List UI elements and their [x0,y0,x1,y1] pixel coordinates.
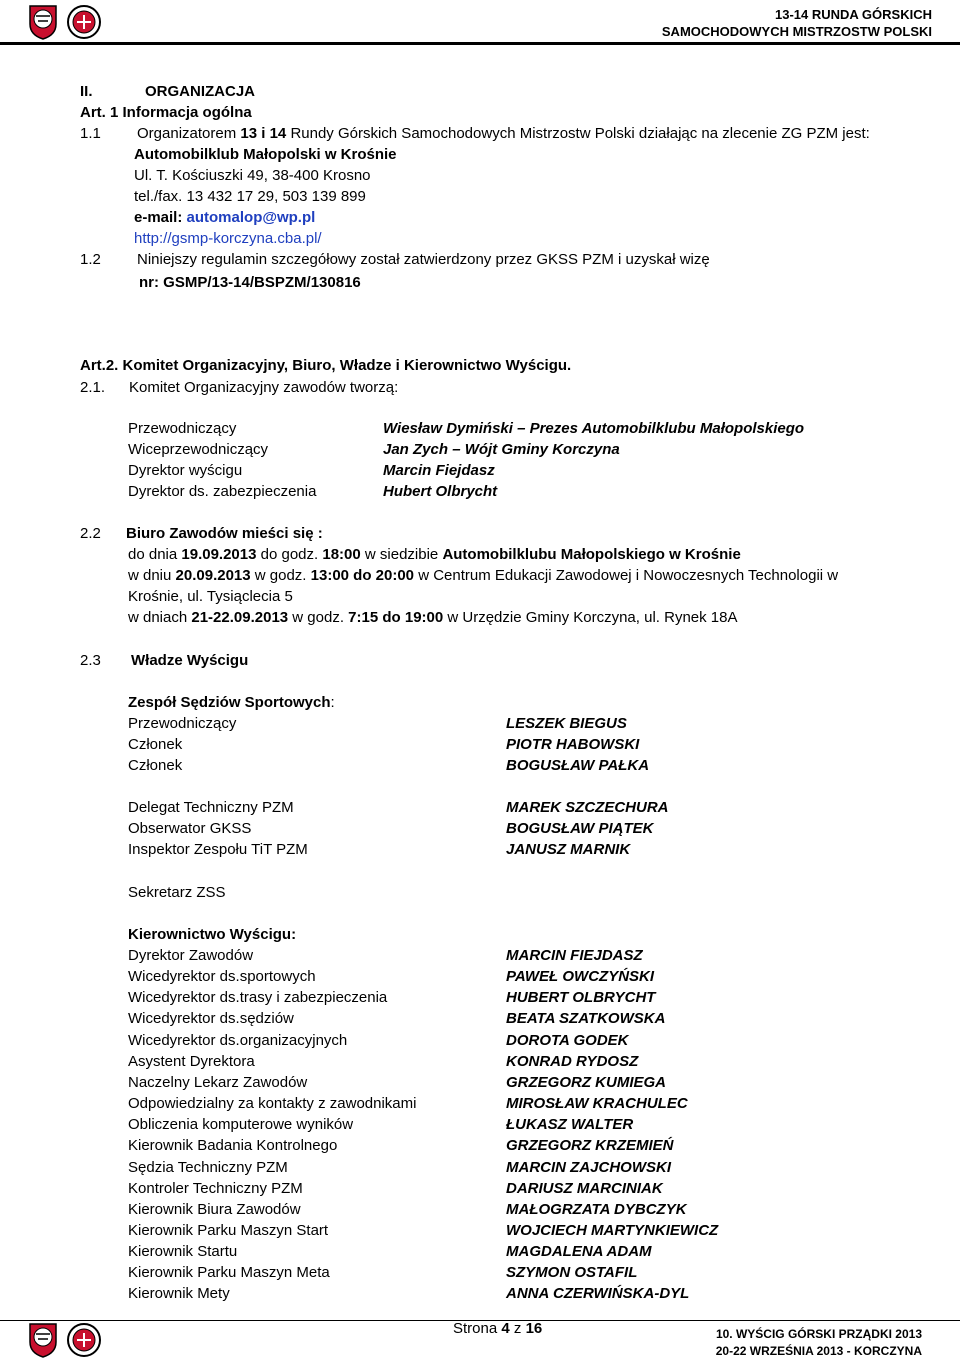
org-name: Automobilklub Małopolski w Krośnie [134,146,397,163]
office-text: w godz. [288,609,349,626]
office-text: w godz. [250,567,311,584]
zss-role: Członek [128,736,183,753]
p23-number: 2.3 [80,652,101,669]
zss-role: Przewodniczący [128,715,237,732]
kw-name: SZYMON OSTAFIL [506,1264,638,1281]
office-text: do godz. [256,546,323,563]
zss-title: Zespół Sędziów Sportowych [128,694,331,711]
office-text: w dniach [128,609,192,626]
org-phone: tel./fax. 13 432 17 29, 503 139 899 [134,188,366,205]
committee-name: Wiesław Dymiński – Prezes Automobilklubu Małopolskiego [383,420,805,437]
kw-name: DARIUSZ MARCINIAK [506,1180,663,1197]
kw-role: Odpowiedzialny za kontakty z zawodnikami [128,1095,417,1112]
official-role: Inspektor Zespołu TiT PZM [128,841,308,858]
office-text: do dnia [128,546,182,563]
kw-name: MAŁOGRZATA DYBCZYK [506,1201,687,1218]
page-total: 16 [525,1320,543,1337]
zss-colon: : [330,694,335,711]
zss-name: BOGUSŁAW PAŁKA [506,757,650,774]
visa-number: nr: GSMP/13-14/BSPZM/130816 [139,274,361,291]
kw-role: Wicedyrektor ds.sportowych [128,968,316,985]
footer-event-line1: 10. WYŚCIG GÓRSKI PRZĄDKI 2013 [715,1327,922,1341]
office-date: 21-22.09.2013 [191,609,289,626]
art2-heading: Art.2. Komitet Organizacyjny, Biuro, Władze i Kierownictwo Wyścigu. [80,357,572,374]
kw-role: Dyrektor Zawodów [128,947,254,964]
p23-text: Władze Wyścigu [131,652,249,669]
p11-text [137,123,870,144]
office-text: w dniu [128,567,176,584]
official-role: Obserwator GKSS [128,820,252,837]
p21-number: 2.1. [80,379,106,396]
kw-role: Naczelny Lekarz Zawodów [128,1074,308,1091]
page-sep: z [509,1320,526,1337]
kw-role: Sędzia Techniczny PZM [128,1159,288,1176]
p12-number: 1.2 [80,251,101,268]
header-line1: 13-14 RUNDA GÓRSKICH [775,7,932,22]
p21-text: Komitet Organizacyjny zawodów tworzą: [129,379,399,396]
office-text: w Urzędzie Gminy Korczyna, ul. Rynek 18A [443,609,738,626]
committee-role: Dyrektor wyścigu [128,462,243,479]
kw-name: GRZEGORZ KUMIEGA [506,1074,666,1091]
office-time: 13:00 do 20:00 [310,567,415,584]
committee-name: Marcin Fiejdasz [383,462,495,479]
kw-name: MIROSŁAW KRACHULEC [506,1095,688,1112]
kw-name: MARCIN ZAJCHOWSKI [506,1159,671,1176]
kw-name: GRZEGORZ KRZEMIEŃ [506,1137,674,1154]
header-line2: SAMOCHODOWYCH MISTRZOSTW POLSKI [661,24,932,39]
p11-a: Organizatorem [137,125,237,142]
p22-number: 2.2 [80,525,101,542]
zss-role: Członek [128,757,183,774]
website-link[interactable]: http://gsmp-korczyna.cba.pl/ [134,230,322,247]
kw-heading: Kierownictwo Wyścigu: [128,926,297,943]
p11-c: Rundy Górskich Samochodowych Mistrzostw Polski działając na zlecenie ZG PZM jest: [290,125,870,142]
secretary-label: Sekretarz ZSS [128,884,226,901]
page-current: 4 [501,1320,510,1337]
org-address: Ul. T. Kościuszki 49, 38-400 Krosno [134,167,371,184]
office-time: 18:00 [322,546,361,563]
committee-name: Hubert Olbrycht [383,483,498,500]
p22-text: Biuro Zawodów mieści się : [126,525,323,542]
committee-role: Dyrektor ds. zabezpieczenia [128,483,317,500]
section-roman: II. [80,83,93,100]
kw-name: ANNA CZERWIŃSKA-DYL [506,1285,690,1302]
official-role: Delegat Techniczny PZM [128,799,294,816]
zss-heading [128,692,335,713]
kw-role: Wicedyrektor ds.organizacyjnych [128,1032,348,1049]
office-line-2 [128,565,838,586]
office-place: Automobilklubu Małopolskiego w Krośnie [442,546,741,563]
office-date: 20.09.2013 [175,567,251,584]
official-name: MAREK SZCZECHURA [506,799,669,816]
committee-role: Wiceprzewodniczący [128,441,269,458]
kw-role: Kierownik Startu [128,1243,238,1260]
office-text: w Centrum Edukacji Zawodowej i Nowoczesnych Technologii w [414,567,839,584]
header-title [662,6,932,40]
pzm-logo [26,1322,60,1358]
office-date: 19.09.2013 [181,546,257,563]
office-line-2b: Krośnie, ul. Tysiąclecia 5 [128,588,293,605]
p11-number: 1.1 [80,125,101,142]
p12-text: Niniejszy regulamin szczegółowy został zatwierdzony przez GKSS PZM i uzyskał wizę [137,251,710,268]
kw-name: KONRAD RYDOSZ [506,1053,639,1070]
page-label: Strona [453,1320,502,1337]
header-divider [0,42,960,45]
office-line-1 [128,544,741,565]
org-email [134,207,315,228]
kw-role: Kierownik Badania Kontrolnego [128,1137,338,1154]
kw-role: Kierownik Mety [128,1285,230,1302]
art1-heading: Art. 1 Informacja ogólna [80,104,252,121]
official-name: JANUSZ MARNIK [506,841,631,858]
zss-name: PIOTR HABOWSKI [506,736,640,753]
page-number [453,1318,542,1339]
footer-event [716,1326,922,1360]
zss-name: LESZEK BIEGUS [506,715,627,732]
committee-name: Jan Zych – Wójt Gminy Korczyna [383,441,620,458]
kw-role: Kierownik Parku Maszyn Meta [128,1264,330,1281]
kw-name: BEATA SZATKOWSKA [506,1010,666,1027]
kw-role: Asystent Dyrektora [128,1053,255,1070]
kw-name: HUBERT OLBRYCHT [506,989,656,1006]
kw-role: Kierownik Parku Maszyn Start [128,1222,329,1239]
kw-name: PAWEŁ OWCZYŃSKI [506,968,655,985]
kw-role: Kontroler Techniczny PZM [128,1180,303,1197]
email-label: e-mail: [134,209,187,226]
office-time: 7:15 do 19:00 [348,609,444,626]
kw-role: Wicedyrektor ds.trasy i zabezpieczenia [128,989,388,1006]
kw-name: MAGDALENA ADAM [506,1243,652,1260]
pzm-logo [26,4,60,40]
office-line-3 [128,607,738,628]
kw-role: Kierownik Biura Zawodów [128,1201,301,1218]
footer-event-line2: 20-22 WRZEŚNIA 2013 - KORCZYNA [715,1344,922,1358]
automobilklub-emblem [66,4,102,40]
office-text: w siedzibie [360,546,443,563]
p11-b: 13 i 14 [240,125,287,142]
automobilklub-emblem [66,1322,102,1358]
kw-name: DOROTA GODEK [506,1032,629,1049]
email-link[interactable]: automalop@wp.pl [186,209,316,226]
committee-role: Przewodniczący [128,420,237,437]
kw-role: Obliczenia komputerowe wyników [128,1116,354,1133]
section-title: ORGANIZACJA [145,83,256,100]
official-name: BOGUSŁAW PIĄTEK [506,820,654,837]
kw-name: MARCIN FIEJDASZ [506,947,643,964]
kw-name: WOJCIECH MARTYNKIEWICZ [506,1222,719,1239]
kw-name: ŁUKASZ WALTER [506,1116,634,1133]
kw-role: Wicedyrektor ds.sędziów [128,1010,294,1027]
